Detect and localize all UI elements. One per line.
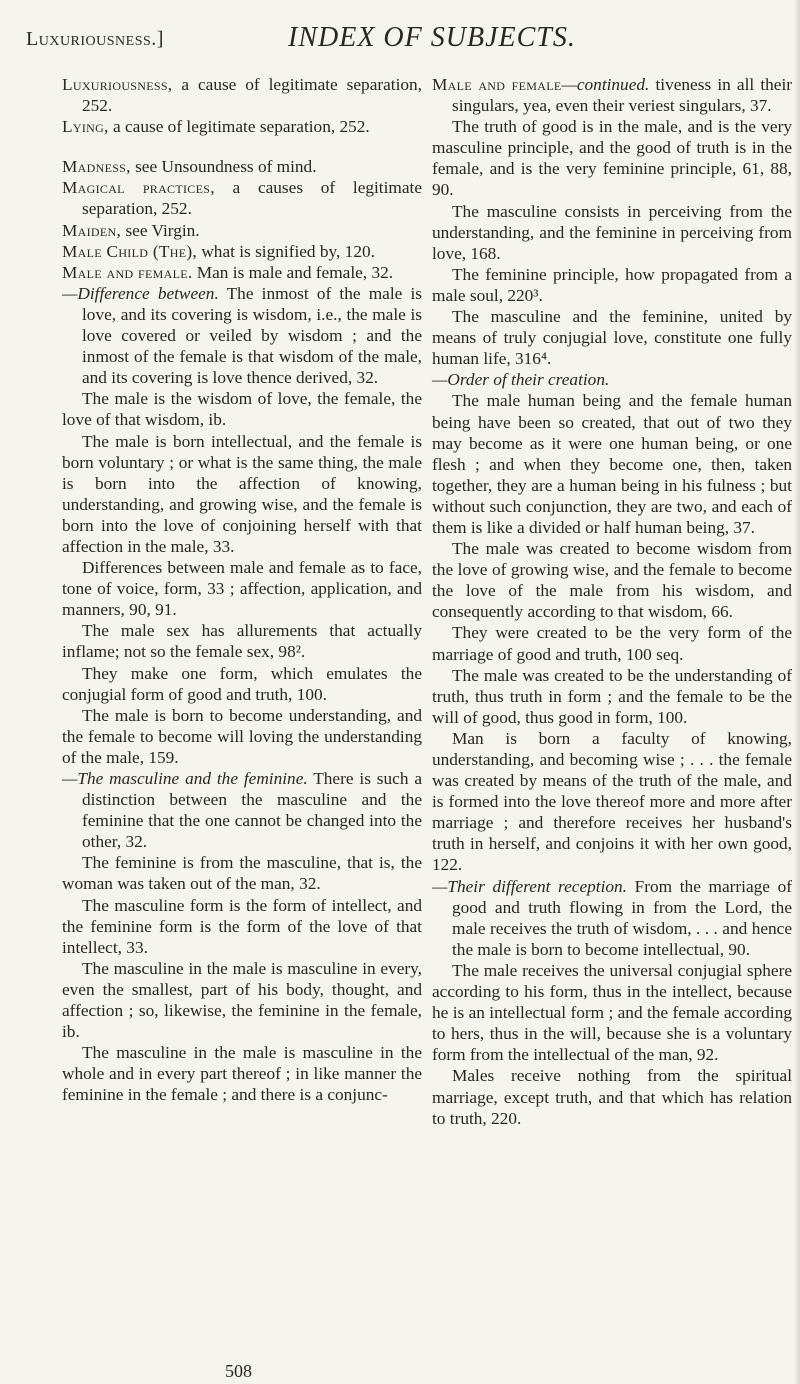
entry-text: The male receives the universal conjugial sphere according to his form, thus in the intellect, because he is an intellectual form ; and the female according to hers, thus in the will, because she is a voluntary form from the intellectual of the man, 92.	[432, 960, 792, 1065]
index-entry	[62, 116, 422, 137]
entry-text: The male is born intellectual, and the female is born voluntary ; or what is the same thing, the male is born into the affection of knowing, understanding, and growing wise, and the female is born into the love of conjoining herself with that affection in the male, 33.	[62, 431, 422, 556]
entry-heading: Male and female	[432, 75, 562, 94]
entry-text: There is such a distinction between the masculine and the feminine that the one cannot be changed into the other, 32.	[82, 769, 423, 852]
entry-text: a cause of legitimate separation, 252.	[82, 75, 422, 116]
entry-text: The male human being and the female human being have been so created, that out of two they may become as it were one human being, or one flesh ; and when they become one, then, taken together, they are a human being in his fulness ; but without such conjunction, they are two, and each of them is like a divided or half human being, 37.	[432, 391, 792, 537]
entry-text: tiveness in all their singulars, yea, even their veriest singulars, 37.	[452, 75, 792, 116]
entry-text: The masculine consists in perceiving from the understanding, and the feminine in perceiving from love, 168.	[432, 201, 792, 263]
index-paragraph	[432, 116, 792, 200]
entry-text: From the marriage of good and truth flowing in from the Lord, the male receives the truth of wisdom, . . . and hence the male is born to become intellectual, 90.	[452, 876, 792, 959]
index-paragraph	[432, 728, 792, 876]
index-paragraph	[432, 264, 792, 306]
index-paragraph	[432, 960, 792, 1065]
entry-text: The male sex has allurements that actually inflame; not so the female sex, 98².	[62, 621, 422, 662]
index-paragraph	[62, 958, 422, 1042]
index-paragraph	[62, 431, 422, 558]
page-edge	[794, 0, 800, 1384]
index-paragraph	[62, 620, 422, 662]
index-paragraph	[432, 201, 792, 264]
entry-text: what is signified by, 120.	[197, 241, 375, 261]
entry-text: The masculine in the male is masculine in every, even the smallest, part of his body, thought, and affection ; so, likewise, the feminine in the female, ib.	[62, 958, 422, 1042]
entry-text: Man is born a faculty of knowing, understanding, and becoming wise ; . . . the female was created by means of the truth of the male, and is formed into the love thereof more and more after marriage ; and therefore receives her husband's truth in herself, and conjoins it with her own good, 122.	[432, 728, 792, 875]
entry-text: The male is born to become understanding, and the female to become will loving the understanding of the male, 159.	[62, 705, 422, 767]
entry-text: The masculine and the feminine, united by means of truly conjugial love, constitute one fully human life, 316⁴.	[432, 307, 792, 369]
running-header	[26, 20, 780, 60]
entry-text: a cause of legitimate separation, 252.	[108, 117, 370, 137]
index-paragraph	[62, 388, 422, 430]
entry-text: The feminine principle, how propagated from a male soul, 220³.	[432, 264, 792, 305]
continued-marker: —continued.	[561, 75, 650, 94]
subentry-heading: —Order of their creation.	[432, 370, 610, 390]
entry-heading: Magical practices,	[62, 178, 215, 198]
subentry-heading: —Difference between.	[62, 283, 219, 303]
entry-text: They make one form, which emulates the conjugial form of good and truth, 100.	[62, 663, 422, 704]
index-paragraph	[432, 390, 792, 538]
entry-text: Males receive nothing from the spiritual marriage, except truth, and that which has relation to truth, 220.	[432, 1066, 792, 1128]
index-entry	[432, 74, 792, 116]
index-entry	[62, 74, 422, 116]
index-paragraph	[62, 557, 422, 620]
left-column	[62, 74, 422, 1106]
page-title: INDEX OF SUBJECTS.	[288, 22, 576, 53]
entry-text: The male is the wisdom of love, the female, the love of that wisdom, ib.	[62, 389, 422, 430]
right-column	[432, 74, 792, 1129]
index-entry	[62, 156, 422, 177]
index-entry	[62, 241, 422, 262]
page-number: 508	[225, 1361, 252, 1381]
index-paragraph	[432, 306, 792, 369]
index-subentry	[432, 369, 792, 390]
entry-heading: Male Child (The),	[62, 241, 197, 261]
entry-text: The masculine in the male is masculine in the whole and in every part thereof ; in like manner the feminine in the female ; and there is a conjunc-	[62, 1043, 422, 1105]
index-entry	[62, 177, 422, 219]
entry-text: The inmost of the male is love, and its covering is wisdom, i.e., the male is love covered or veiled by wisdom ; and the inmost of the female is that wisdom of the male, and its covering is love thence derived, 32.	[82, 283, 422, 388]
entry-text: a causes of legitimate separation, 252.	[82, 178, 422, 219]
index-entry	[62, 220, 422, 241]
entry-text: see Virgin.	[121, 220, 200, 240]
entry-heading: Male and female.	[62, 262, 193, 282]
index-paragraph	[62, 705, 422, 768]
index-paragraph	[432, 1065, 792, 1128]
entry-heading: Luxuriousness,	[62, 75, 173, 94]
index-subentry	[62, 283, 422, 388]
entry-text: see Unsoundness of mind.	[130, 157, 317, 177]
entry-text: The male was created to become wisdom from the love of growing wise, and the female to become the love of the male from his wisdom, and consequently according to that wisdom, 66.	[432, 539, 792, 622]
entry-text: They were created to be the very form of the marriage of good and truth, 100 seq.	[432, 623, 792, 664]
index-entry	[62, 262, 422, 283]
entry-heading: Madness,	[62, 157, 131, 177]
index-paragraph	[62, 895, 422, 958]
index-paragraph	[432, 622, 792, 664]
running-head: Luxuriousness.]	[26, 28, 164, 50]
subentry-heading: —Their different reception.	[432, 876, 627, 896]
entry-text: The male was created to be the understanding of truth, thus truth in form ; and the female to be the will of good, thus good in form, 100.	[432, 665, 792, 727]
entry-text: Man is male and female, 32.	[192, 262, 394, 282]
index-paragraph	[62, 852, 422, 894]
index-subentry	[62, 768, 422, 852]
entry-heading: Lying,	[62, 117, 109, 137]
entry-text: The masculine form is the form of intellect, and the feminine form is the form of the love of that intellect, 33.	[62, 895, 422, 957]
index-paragraph	[432, 538, 792, 622]
entry-heading: Maiden,	[62, 220, 122, 240]
entry-text: Differences between male and female as to face, tone of voice, form, 33 ; affection, application, and manners, 90, 91.	[62, 558, 422, 620]
entry-text: The truth of good is in the male, and is the very masculine principle, and the good of truth is in the female, and is the very feminine principle, 61, 88, 90.	[432, 117, 792, 200]
subentry-heading: —The masculine and the feminine.	[62, 769, 308, 788]
index-subentry	[432, 876, 792, 960]
index-paragraph	[62, 663, 422, 705]
entry-text: The feminine is from the masculine, that is, the woman was taken out of the man, 32.	[62, 853, 422, 894]
index-paragraph	[62, 1042, 422, 1105]
index-paragraph	[432, 665, 792, 728]
